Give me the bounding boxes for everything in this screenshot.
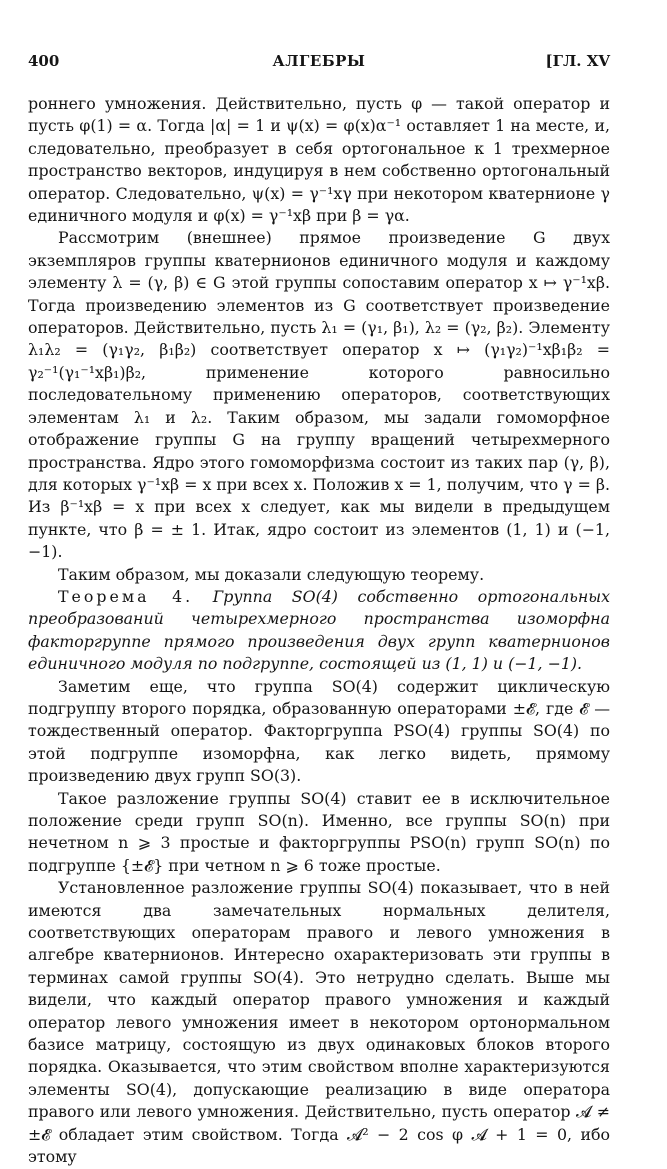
page-body: [28, 93, 610, 1169]
paragraph-direct-product: Рассмотрим (внешнее) прямое произведение G двух экземпляров группы кватернионов единичного модуля и каждому элементу λ = (γ, β) ∈ G этой группы сопоставим оператор x ↦ γ⁻¹xβ. Тогда произведению элементов из G соответствует произведение операторов. Действительно, пусть λ₁ = (γ₁, β₁), λ₂ = (γ₂, β₂). Элементу λ₁λ₂ = (γ₁γ₂, β₁β₂) соответствует оператор x ↦ (γ₁γ₂)⁻¹xβ₁β₂ = γ₂⁻¹(γ₁⁻¹xβ₁)β₂, применение которого равносильно последовательному применению операторов, соответствующих элементам λ₁ и λ₂. Таким образом, мы задали гомоморфное отображение группы G на группу вращений четырехмерного пространства. Ядро этого гомоморфизма состоит из таких пар (γ, β), для которых γ⁻¹xβ = x при всех x. Положив x = 1, получим, что γ = β. Из β⁻¹xβ = x при всех x следует, как мы видели в предыдущем пункте, что β = ± 1. Итак, ядро состоит из элементов (1, 1) и (−1, −1).: [28, 228, 610, 562]
theorem-statement: Группа SO(4) собственно ортогональных преобразований четырехмерного пространства изоморфна факторгруппе прямого произведения двух групп кватернионов единичного модуля по подгруппе, состоящей из (1, 1) и (−1, −1).: [28, 586, 611, 674]
theorem-4: [28, 586, 610, 676]
page-number: 400: [28, 52, 60, 70]
paragraph-exceptional-position: Такое разложение группы SO(4) ставит ее в исключительное положение среди групп SO(n). Именно, все группы SO(n) при нечетном n ⩾ 3 простые и факторгруппы PSO(n) групп SO(n) по подгруппе {±𝓔} при четном n ⩾ 6 тоже простые.: [28, 788, 610, 875]
paragraph-continuation: роннего умножения. Действительно, пусть φ — такой оператор и пусть φ(1) = α. Тогда |α| = 1 и ψ(x) = φ(x)α⁻¹ оставляет 1 на месте, и, следовательно, преобразует в себя ортогональное к 1 трехмерное пространство векторов, индуцируя в нем собственно ортогональный оператор. Следовательно, ψ(x) = γ⁻¹xγ при некотором кватернионе γ единичного модуля и φ(x) = γ⁻¹xβ при β = γα.: [28, 94, 610, 226]
paragraph-conclusion: Таким образом, мы доказали следующую теорему.: [58, 564, 485, 584]
paragraph-normal-divisors: Установленное разложение группы SO(4) показывает, что в ней имеются два замечательных нормальных делителя, соответствующих операторам правого и левого умножения в алгебре кватернионов. Интересно охарактеризовать эти группы в терминах самой группы SO(4). Это нетрудно сделать. Выше мы видели, что каждый оператор правого умножения и каждый оператор левого умножения имеет в некотором ортонормальном базисе матрицу, состоящую из двух одинаковых блоков второго порядка. Оказывается, что этим свойством вполне характеризуются элементы SO(4), допускающие реализацию в виде оператора правого или левого умножения. Действительно, пусть оператор 𝓐 ≠ ±𝓔 обладает этим свойством. Тогда 𝓐² − 2 cos φ 𝓐 + 1 = 0, ибо этому: [28, 878, 610, 1167]
paragraph-cyclic-subgroup: Заметим еще, что группа SO(4) содержит циклическую подгруппу второго порядка, образованную операторами ±𝓔, где 𝓔 — тождественный оператор. Факторгруппа PSO(4) группы SO(4) по этой подгруппе изоморфна, как легко видеть, прямому произведению двух групп SO(3).: [28, 676, 610, 786]
chapter-label: [ГЛ. XV: [545, 52, 610, 70]
theorem-heading: Теорема 4.: [58, 586, 194, 606]
running-title: АЛГЕБРЫ: [272, 52, 366, 70]
running-header: [28, 52, 610, 76]
